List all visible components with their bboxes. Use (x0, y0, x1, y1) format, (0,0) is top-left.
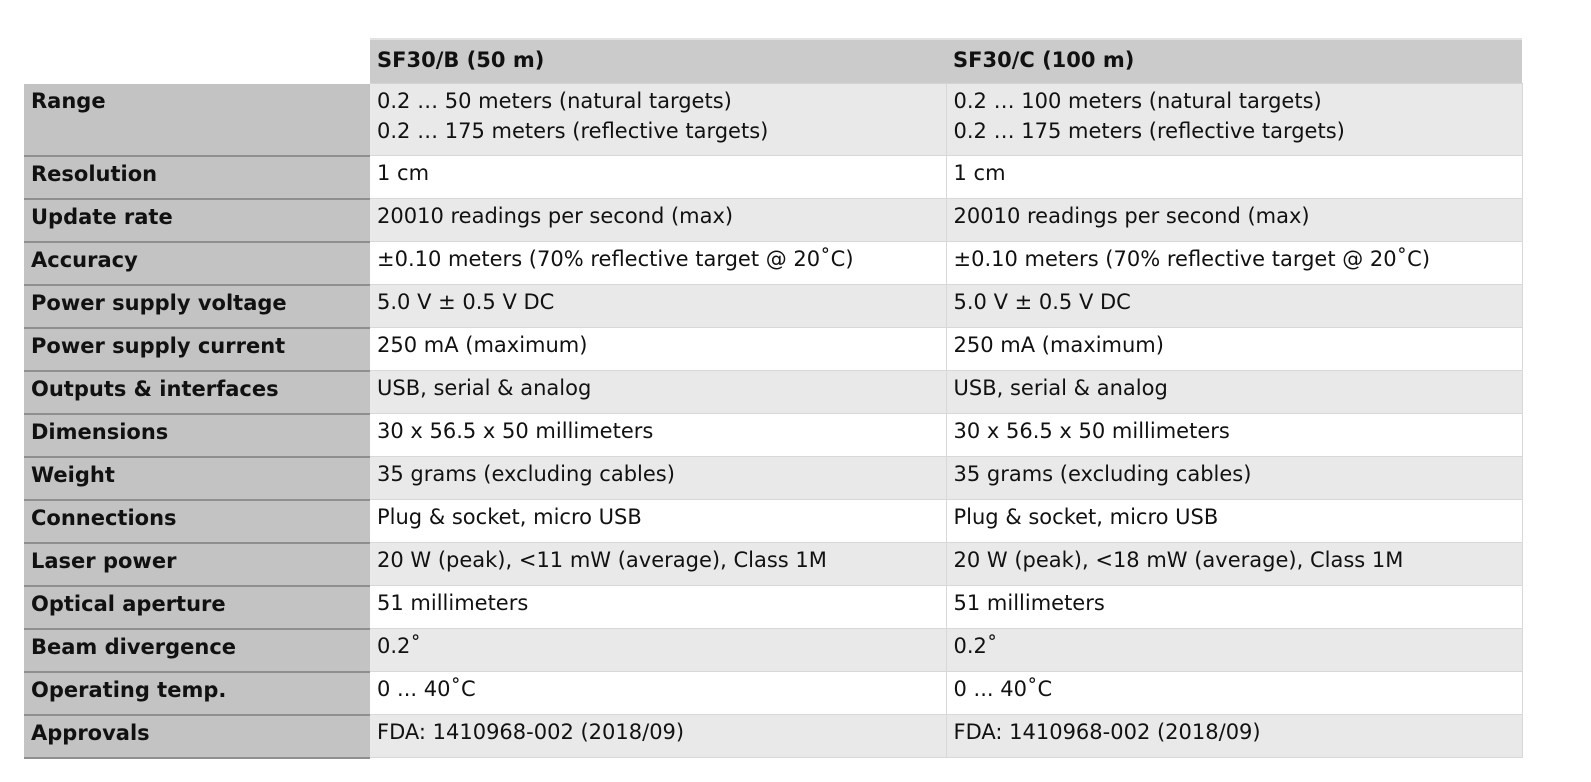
cell-sf30-b: 5.0 V ± 0.5 V DC (370, 285, 946, 328)
header-corner (24, 39, 370, 84)
cell-sf30-b: 20010 readings per second (max) (370, 199, 946, 242)
table-row-optical-aperture (24, 586, 1522, 629)
cell-sf30-b: 20 W (peak), <11 mW (average), Class 1M (370, 543, 946, 586)
cell-sf30-b: 250 mA (maximum) (370, 328, 946, 371)
cell-sf30-c: ±0.10 meters (70% reflective target @ 20˚C) (946, 242, 1522, 285)
row-label: Update rate (24, 199, 370, 242)
row-label: Power supply current (24, 328, 370, 371)
cell-sf30-c: 30 x 56.5 x 50 millimeters (946, 414, 1522, 457)
row-label: Beam divergence (24, 629, 370, 672)
row-label: Approvals (24, 715, 370, 758)
table-header-row (24, 39, 1522, 84)
column-header-sf30-b: SF30/B (50 m) (370, 39, 946, 84)
table-row-approvals (24, 715, 1522, 758)
row-label: Operating temp. (24, 672, 370, 715)
table-row-dimensions (24, 414, 1522, 457)
cell-sf30-b: FDA: 1410968-002 (2018/09) (370, 715, 946, 758)
cell-sf30-c: 1 cm (946, 156, 1522, 199)
cell-sf30-c: 0.2˚ (946, 629, 1522, 672)
row-label: Dimensions (24, 414, 370, 457)
row-label: Power supply voltage (24, 285, 370, 328)
cell-sf30-c (946, 84, 1522, 156)
cell-line: 0.2 … 175 meters (reflective targets) (377, 119, 769, 143)
table-row-range (24, 84, 1522, 156)
row-label: Accuracy (24, 242, 370, 285)
cell-sf30-b: USB, serial & analog (370, 371, 946, 414)
cell-sf30-c: Plug & socket, micro USB (946, 500, 1522, 543)
table-row-connections (24, 500, 1522, 543)
cell-line: 0.2 … 100 meters (natural targets) (953, 89, 1322, 113)
table-row-update-rate (24, 199, 1522, 242)
row-label: Resolution (24, 156, 370, 199)
cell-sf30-b: 0 ... 40˚C (370, 672, 946, 715)
cell-sf30-c: 51 millimeters (946, 586, 1522, 629)
cell-sf30-c: 5.0 V ± 0.5 V DC (946, 285, 1522, 328)
cell-sf30-b: 1 cm (370, 156, 946, 199)
row-label: Connections (24, 500, 370, 543)
cell-sf30-b: 30 x 56.5 x 50 millimeters (370, 414, 946, 457)
cell-sf30-c: 20010 readings per second (max) (946, 199, 1522, 242)
table-row-beam-divergence (24, 629, 1522, 672)
cell-sf30-c: 35 grams (excluding cables) (946, 457, 1522, 500)
row-label: Range (24, 84, 370, 156)
cell-sf30-c: 0 ... 40˚C (946, 672, 1522, 715)
row-label: Laser power (24, 543, 370, 586)
table-row-laser-power (24, 543, 1522, 586)
table-row-power-supply-current (24, 328, 1522, 371)
row-label: Optical aperture (24, 586, 370, 629)
cell-sf30-c: 20 W (peak), <18 mW (average), Class 1M (946, 543, 1522, 586)
row-label: Weight (24, 457, 370, 500)
cell-sf30-b (370, 84, 946, 156)
table-row-accuracy (24, 242, 1522, 285)
cell-line: 0.2 … 175 meters (reflective targets) (953, 119, 1345, 143)
table-row-weight (24, 457, 1522, 500)
table-row-power-supply-voltage (24, 285, 1522, 328)
row-label: Outputs & interfaces (24, 371, 370, 414)
cell-sf30-c: 250 mA (maximum) (946, 328, 1522, 371)
table-row-resolution (24, 156, 1522, 199)
cell-line: 0.2 … 50 meters (natural targets) (377, 89, 732, 113)
table-row-operating-temp (24, 672, 1522, 715)
cell-sf30-b: 0.2˚ (370, 629, 946, 672)
cell-sf30-b: 35 grams (excluding cables) (370, 457, 946, 500)
cell-sf30-c: FDA: 1410968-002 (2018/09) (946, 715, 1522, 758)
cell-sf30-b: ±0.10 meters (70% reflective target @ 20˚C) (370, 242, 946, 285)
spec-table (24, 38, 1523, 759)
table-row-outputs-interfaces (24, 371, 1522, 414)
cell-sf30-b: 51 millimeters (370, 586, 946, 629)
cell-sf30-c: USB, serial & analog (946, 371, 1522, 414)
column-header-sf30-c: SF30/C (100 m) (946, 39, 1522, 84)
cell-sf30-b: Plug & socket, micro USB (370, 500, 946, 543)
